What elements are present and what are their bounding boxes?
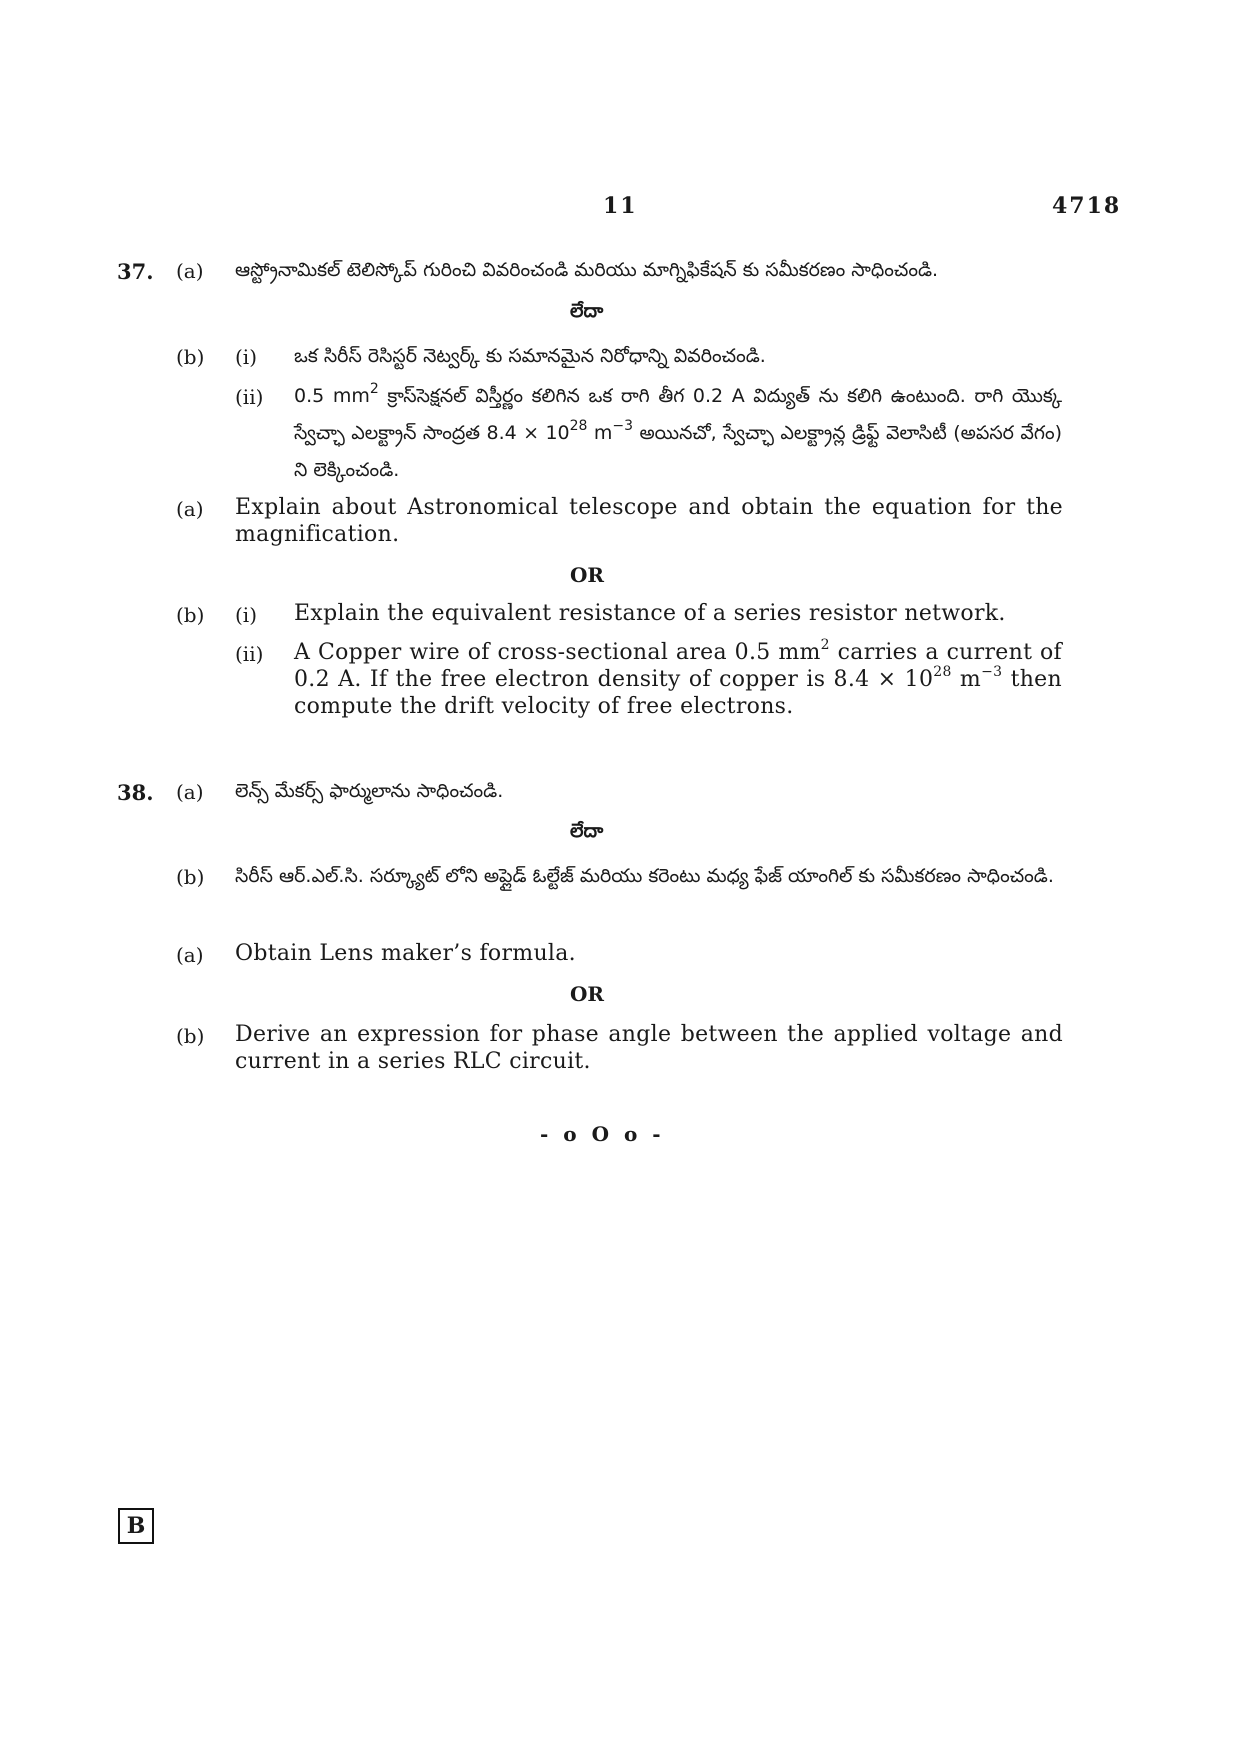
q38-en-or: OR: [570, 982, 605, 1006]
q38-en-b-text: Derive an expression for phase angle between the applied voltage and current in a series RLC circuit.: [235, 1022, 1063, 1074]
q37-te-ii-text: 0.5 $mm^2$ క్రాస్‌సెక్షనల్ విస్తీర్ణం కలిగిన ఒక రాగి తీగ 0.2 A విద్యుత్ ను కలిగి ఉంటుంది. రాగి యొక్క స్వేచ్ఛా ఎలక్ట్రాన్ సాంద్రత $8.4 \times 10^{28}$ $m^{-3}$ అయినచో, స్వేచ్ఛా ఎలక్ట్రాన్ల డ్రిఫ్ట్ వెలాసిటీ (అపసర వేగం) ని లెక్కించండి.: [294, 380, 1062, 481]
page-number: 11: [603, 193, 638, 219]
q38-en-a-text: Obtain Lens maker’s formula.: [235, 941, 576, 966]
question-37-number: 37.: [117, 259, 154, 284]
q37-te-b-label: (b): [176, 345, 205, 369]
q38-te-or: లేదా: [570, 820, 604, 842]
end-of-paper-mark: - o O o -: [540, 1122, 665, 1146]
q37-en-a-text: Explain about Astronomical telescope and obtain the equation for the magnification.: [235, 495, 1063, 547]
q38-te-a-label: (a): [176, 780, 204, 804]
q37-te-a-label: (a): [176, 259, 204, 283]
q37-en-ii-label: (ii): [235, 642, 264, 666]
q37-en-a-label: (a): [176, 497, 204, 521]
q37-en-i-text: Explain the equivalent resistance of a series resistor network.: [294, 601, 1006, 626]
q37-te-ii-label: (ii): [235, 385, 264, 409]
q37-te-i-text: ఒక సిరీస్ రెసిస్టర్ నెట్వర్క్ కు సమానమైన నిరోధాన్ని వివరించండి.: [294, 345, 766, 367]
paper-code: 4718: [1052, 193, 1122, 219]
series-box: B: [118, 1508, 154, 1544]
q38-te-b-label: (b): [176, 865, 205, 889]
q38-te-a-text: లెన్స్ మేకర్స్ ఫార్ములాను సాధించండి.: [235, 780, 504, 802]
question-38-number: 38.: [117, 780, 154, 805]
q37-en-ii-text: A Copper wire of cross-sectional area 0.5 $mm^2$ carries a current of 0.2 A. If the free electron density of copper is $8.4 \times 10^{28}$ $m^{-3}$ then compute the drift velocity of free electrons.: [294, 636, 1062, 719]
q38-te-b-text: సిరీస్ ఆర్.ఎల్.సి. సర్క్యూట్ లోని అప్లైడ్ ఓల్టేజ్ మరియు కరెంటు మధ్య ఫేజ్ యాంగిల్ కు సమీకరణం సాధించండి.: [235, 865, 1054, 887]
q37-te-or: లేదా: [570, 300, 604, 322]
q37-en-i-label: (i): [235, 603, 258, 627]
q37-en-or: OR: [570, 563, 605, 587]
q38-en-b-label: (b): [176, 1024, 205, 1048]
q37-te-a-text: ఆస్ట్రోనామికల్ టెలిస్కోప్ గురించి వివరించండి మరియు మాగ్నిఫికేషన్ కు సమీకరణం సాధించండి.: [235, 259, 939, 281]
q37-te-i-label: (i): [235, 345, 258, 369]
q38-en-a-label: (a): [176, 943, 204, 967]
q37-en-b-label: (b): [176, 603, 205, 627]
